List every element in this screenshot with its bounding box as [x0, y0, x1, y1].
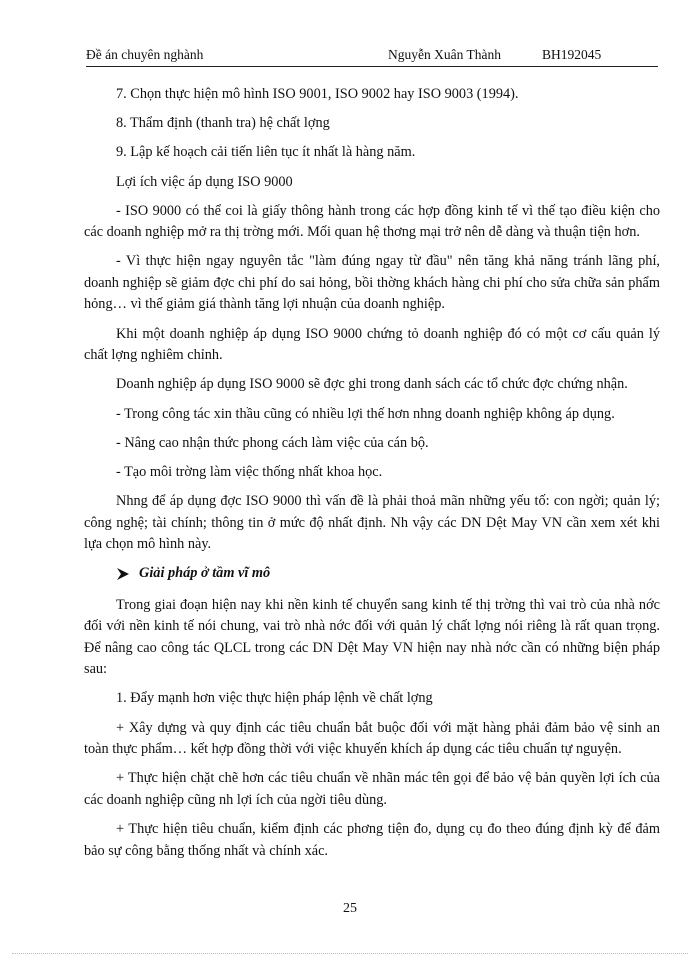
paragraph: - Trong công tác xin thầu cũng có nhiều lợi thế hơn nhng doanh nghiệp không áp dụng. [116, 405, 615, 422]
paragraph: + Xây dựng và quy định các tiêu chuẩn bắt buộc đối với mặt hàng phải đảm bảo vệ sinh an toàn thực phẩm… kết hợp đồng thời với việc khuyến khích áp dụng các tiêu chuẩn tự nguyện. [84, 719, 660, 758]
page-boundary [12, 953, 688, 954]
paragraph: - Nâng cao nhận thức phong cách làm việc của cán bộ. [116, 434, 429, 451]
page-header [86, 47, 616, 65]
paragraph: 9. Lập kế hoạch cải tiến liên tục ít nhất là hàng năm. [116, 144, 416, 161]
header-title: Đề án chuyên nghành [86, 47, 204, 62]
page-number: 25 [343, 901, 357, 916]
paragraph: Khi một doanh nghiệp áp dụng ISO 9000 chứng tỏ doanh nghiệp đó có một cơ cấu quản lý chất lợng nghiêm chỉnh. [84, 325, 660, 364]
paragraph: 8. Thẩm định (thanh tra) hệ chất lợng [116, 115, 330, 132]
paragraph: Nhng để áp dụng đợc ISO 9000 thì vấn đề là phải thoả mãn những yếu tố: con ngời; quản lý; công nghệ; tài chính; thông tin ở mức độ nhất định. Nh vậy các DN Dệt May VN cần xem xét khi lựa chọn mô hình này. [84, 493, 660, 553]
header-divider [86, 66, 658, 67]
header-student-id: BH192045 [542, 47, 602, 62]
section-heading [84, 563, 660, 585]
paragraph: - Tạo môi trờng làm việc thống nhất khoa học. [116, 463, 383, 480]
document-body [84, 84, 660, 870]
header-author: Nguyễn Xuân Thành [388, 47, 501, 62]
paragraph: - ISO 9000 có thể coi là giấy thông hành trong các hợp đồng kinh tế vì thế tạo điều kiện cho các doanh nghiệp mở ra thị trờng mới. Mối quan hệ thơng mại trở nên dễ dàng và thuận tiện hơn. [84, 202, 660, 241]
paragraph: + Thực hiện tiêu chuẩn, kiểm định các phơng tiện đo, dụng cụ đo theo đúng định kỳ để đảm bảo sự công bằng thống nhất và chính xác. [84, 821, 660, 859]
paragraph: - Vì thực hiện ngay nguyên tắc "làm đúng ngay từ đầu" nên tăng khả năng tránh lãng phí, doanh nghiệp sẽ giảm đợc chi phí do sai hỏng, bồi thờng khách hàng chi phí cho sửa chữa sản phẩm hỏng… vì thế giảm giá thành tăng lợi nhuận của doanh nghiệp. [84, 253, 660, 313]
section-heading-text: Giải pháp ở tầm vĩ mô [139, 565, 271, 582]
paragraph: Doanh nghiệp áp dụng ISO 9000 sẽ đợc ghi trong danh sách các tổ chức đợc chứng nhận. [116, 376, 628, 393]
arrowhead-bullet-icon [116, 567, 130, 581]
paragraph: Lợi ích việc áp dụng ISO 9000 [116, 173, 293, 190]
paragraph: 7. Chọn thực hiện mô hình ISO 9001, ISO 9002 hay ISO 9003 (1994). [116, 86, 519, 102]
paragraph: 1. Đẩy mạnh hơn việc thực hiện pháp lệnh về chất lợng [116, 690, 433, 707]
paragraph: + Thực hiện chặt chẽ hơn các tiêu chuẩn về nhãn mác tên gọi để bảo vệ bản quyền lợi ích của các doanh nghiệp cũng nh lợi ích của ngời tiêu dùng. [84, 770, 660, 808]
paragraph: Trong giai đoạn hiện nay khi nền kinh tế chuyển sang kinh tế thị trờng thì vai trò của nhà nớc đối với nền kinh tế nói chung, vai trò nhà nớc đối với quản lý chất lợng nói riêng là rất quan trọng. Để nâng cao công tác QLCL trong các DN Dệt May VN hiện nay nhà nớc cần có những biện pháp sau: [84, 596, 660, 678]
